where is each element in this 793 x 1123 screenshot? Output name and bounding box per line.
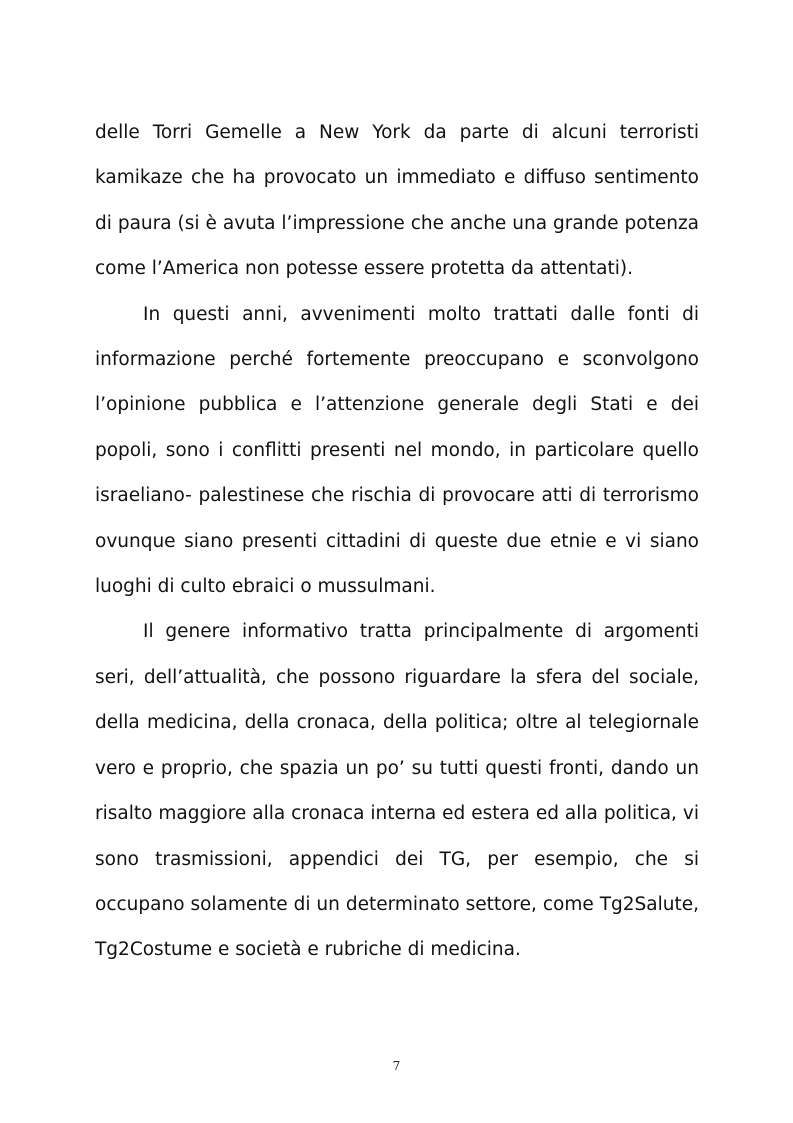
paragraph-2: In questi anni, avvenimenti molto trattati dalle fonti di informazione perché fortemente preoccupano e sconvolgono l’opinione pubblica e l’attenzione generale degli Stati e dei popoli, sono i conflitti presenti nel mondo, in particolare quello israeliano- palestinese che rischia di provocare atti di terrorismo ovunque siano presenti cittadini di queste due etnie e vi siano luoghi di culto ebraici o mussulmani. [95,303,699,598]
paragraph-3: Il genere informativo tratta principalmente di argomenti seri, dell’attualità, che possono riguardare la sfera del sociale, della medicina, della cronaca, della politica; oltre al telegiornale vero e proprio, che spazia un po’ su tutti questi fronti, dando un risalto maggiore alla cronaca interna ed estera ed alla politica, vi sono trasmissioni, appendici dei TG, per esempio, che si occupano solamente di un determinato settore, come Tg2Salute, Tg2Costume e società e rubriche di medicina. [95,621,699,961]
paragraph-1: delle Torri Gemelle a New York da parte di alcuni terroristi kamikaze che ha provocato un immediato e diffuso sentimento di paura (si è avuta l’impressione che anche una grande potenza come l’America non potesse essere protetta da attentati). [95,122,699,280]
page-number: 7 [392,1059,401,1073]
body-text [95,110,699,973]
